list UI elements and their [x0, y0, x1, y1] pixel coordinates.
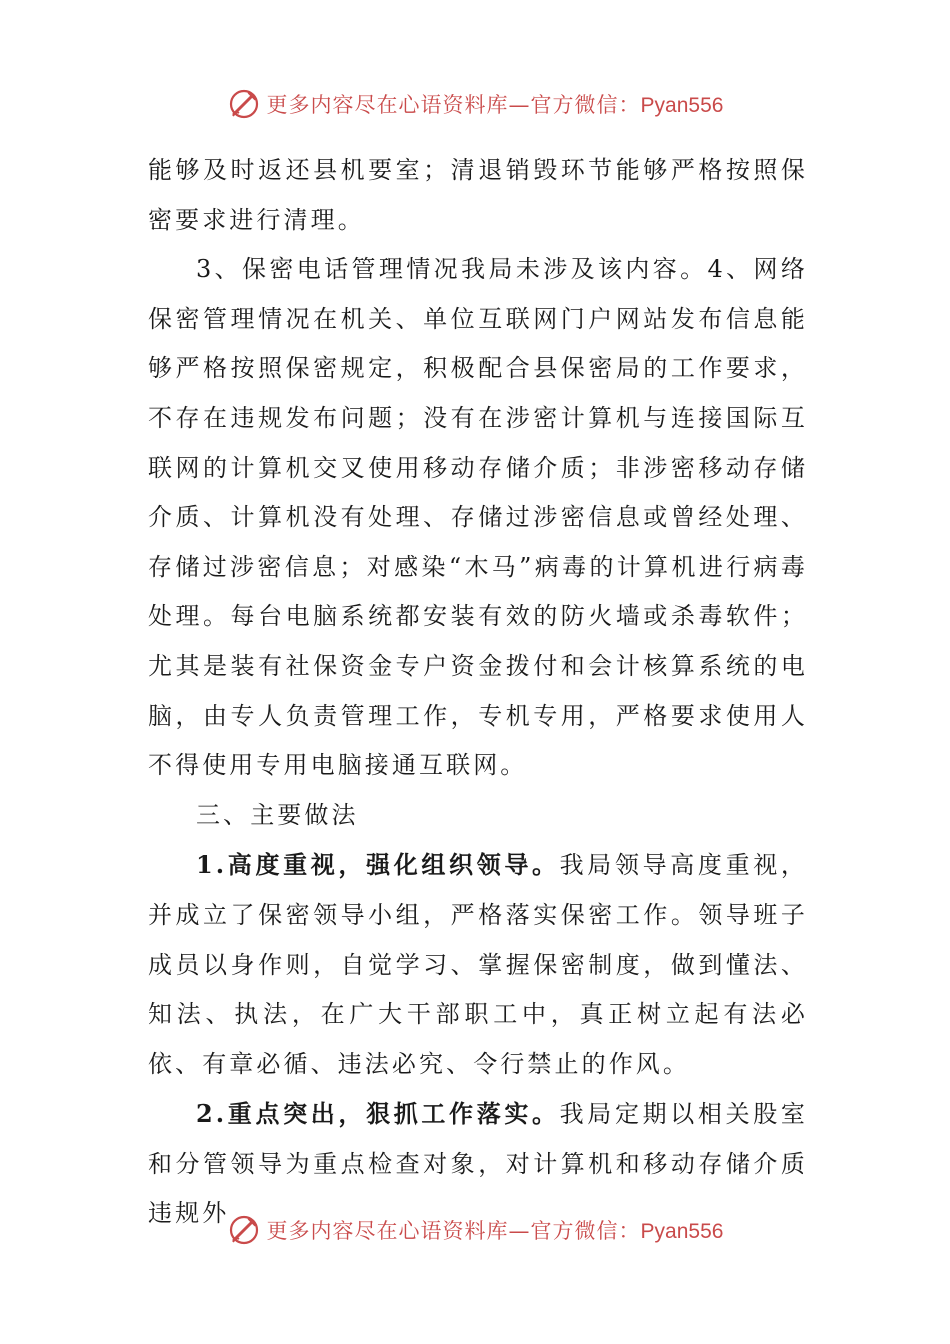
document-body [148, 146, 808, 1239]
watermark-text: 更多内容尽在心语资料库—官方微信：Pyan556 [266, 93, 724, 117]
watermark-text: 更多内容尽在心语资料库—官方微信：Pyan556 [266, 1219, 724, 1243]
paragraph-network-security: 3、保密电话管理情况我局未涉及该内容。4、网络保密管理情况在机关、单位互联网门户网站发布信息能够严格按照保密规定，积极配合县保密局的工作要求，不存在违规发布问题；没有在涉密计算机与连接国际互联网的计算机交叉使用移动存储介质；非涉密移动存储介质、计算机没有处理、存储过涉密信息或曾经处理、存储过涉密信息；对感染“木马”病毒的计算机进行病毒处理。每台电脑系统都安装有效的防火墙或杀毒软件；尤其是装有社保资金专户资金拨付和会计核算系统的电脑，由专人负责管理工作，专机专用，严格要求使用人不得使用专用电脑接通互联网。 [148, 255, 808, 780]
paragraph-lead: 1.高度重视，强化组织领导。 [196, 850, 560, 880]
footer-watermark [0, 1210, 950, 1250]
section-heading: 三、主要做法 [196, 800, 359, 829]
paragraph-organization: 1.高度重视，强化组织领导。我局领导高度重视，并成立了保密领导小组，严格落实保密工作。领导班子成员以身作则，自觉学习、掌握保密制度，做到懂法、知法、执法，在广大干部职工中，真正树立起有法必依、有章必循、违法必究、令行禁止的作风。 [148, 850, 808, 1078]
pen-logo-icon [227, 1213, 261, 1247]
paragraph-lead: 2.重点突出，狠抓工作落实。 [196, 1099, 560, 1129]
pen-logo-icon [227, 87, 261, 121]
header-watermark [0, 84, 950, 124]
paragraph-continued: 能够及时返还县机要室；清退销毁环节能够严格按照保密要求进行清理。 [148, 156, 808, 234]
paragraph-implementation: 2.重点突出，狠抓工作落实。我局定期以相关股室和分管领导为重点检查对象，对计算机和移动存储介质违规外 [148, 1099, 808, 1228]
